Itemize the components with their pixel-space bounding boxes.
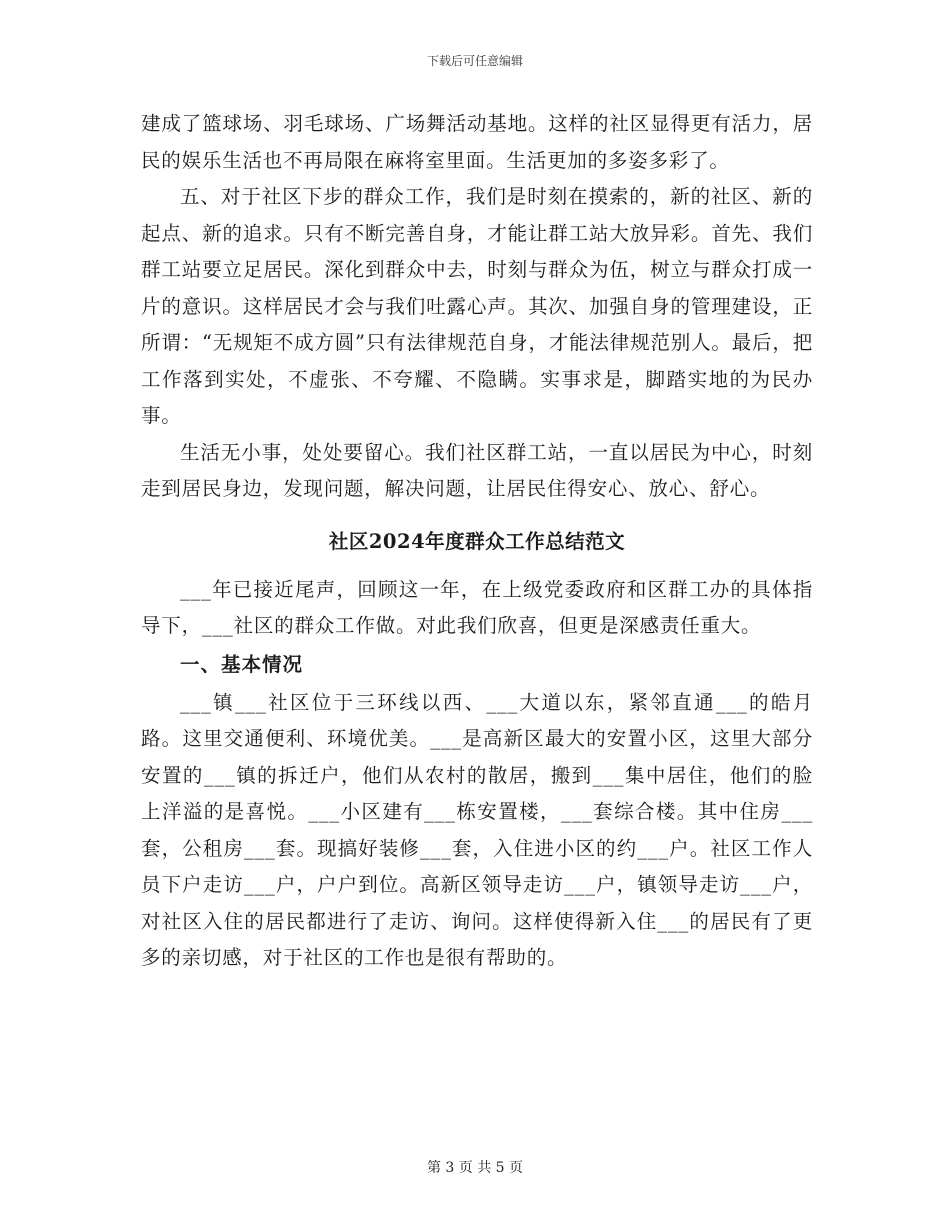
- paragraph-basic-situation: ___镇___社区位于三环线以西、___大道以东，紧邻直通___的皓月路。这里交通便利、环境优美。___是高新区最大的安置小区，这里大部分安置的___镇的拆迁户，他们从农村的散居，搬到___集中居住，他们的脸上洋溢的是喜悦。___小区建有___栋安置楼，___套综合楼。其中住房___套，公租房___套。现搞好装修___套，入住进小区的约___户。社区工作人员下户走访___户，户户到位。高新区领导走访___户，镇领导走访___户，对社区入住的居民都进行了走访、询问。这样使得新入住___的居民有了更多的亲切感，对于社区的工作也是很有帮助的。: [141, 690, 813, 969]
- paragraph-continuation: 建成了篮球场、羽毛球场、广场舞活动基地。这样的社区显得更有活力，居民的娱乐生活也不再局限在麻将室里面。生活更加的多姿多彩了。: [141, 112, 813, 172]
- header-note: 下载后可任意编辑: [426, 54, 523, 68]
- document-body: [141, 106, 813, 977]
- section-title: 社区2024年度群众工作总结范文: [328, 529, 626, 553]
- paragraph-section-five: 五、对于社区下步的群众工作，我们是时刻在摸索的，新的社区、新的起点、新的追求。只有不断完善自身，才能让群工站大放异彩。首先、我们群工站要立足居民。深化到群众中去，时刻与群众为伍，树立与群众打成一片的意识。这样居民才会与我们吐露心声。其次、加强自身的管理建设，正所谓：“无规矩不成方圆”只有法律规范自身，才能法律规范别人。最后，把工作落到实处，不虚张、不夸耀、不隐瞒。实事求是，脚踏实地的为民办事。: [141, 185, 813, 427]
- page-footer: 第 3 页 共 5 页: [426, 1160, 524, 1176]
- paragraph-intro: ___年已接近尾声，回顾这一年，在上级党委政府和区群工办的具体指导下，___社区的群众工作做。对此我们欣喜，但更是深感责任重大。: [141, 577, 813, 637]
- paragraph-conclusion: 生活无小事，处处要留心。我们社区群工站，一直以居民为中心，时刻走到居民身边，发现问题，解决问题，让居民住得安心、放心、舒心。: [141, 440, 813, 500]
- subheading-basic-situation: 一、基本情况: [180, 652, 304, 676]
